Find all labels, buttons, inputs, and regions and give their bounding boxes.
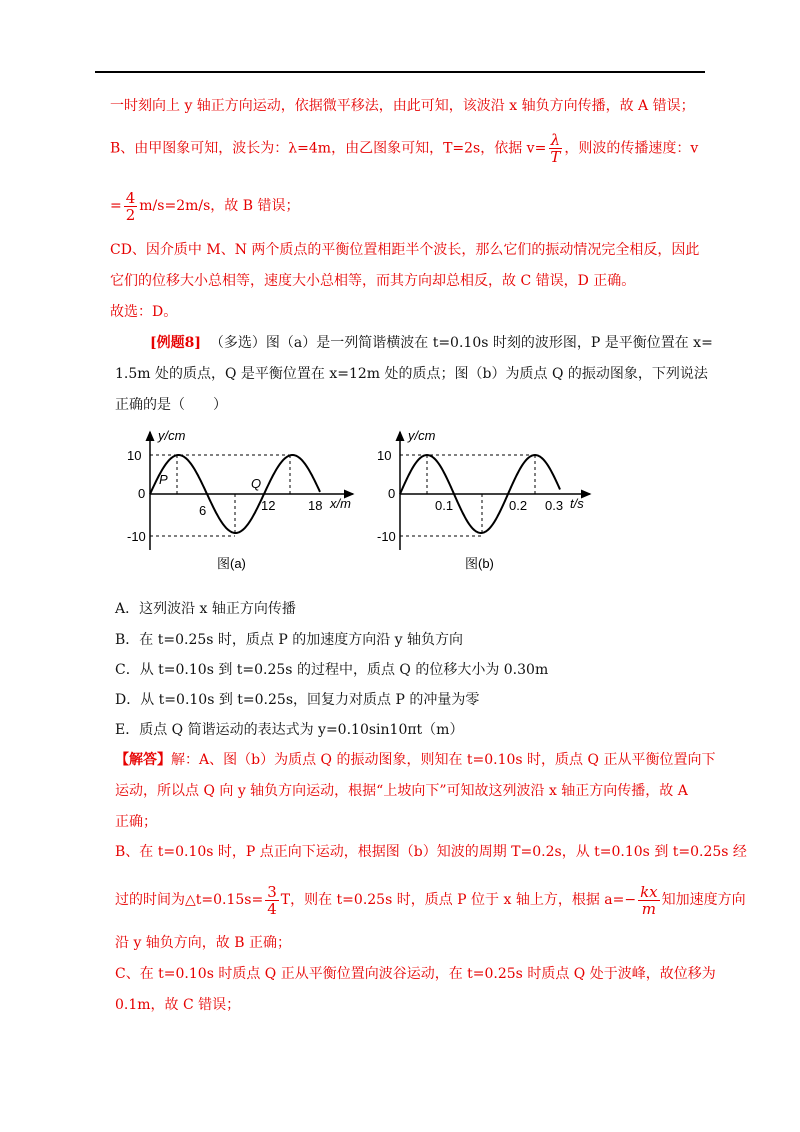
prev-answer-line-1: 一时刻向上 y 轴正方向运动，依据微平移法，由此可知，该波沿 x 轴负方向传播，故 A 错误； xyxy=(110,98,695,114)
text-segment: 过的时间为△t=0.15s= xyxy=(115,892,264,908)
figure-b-caption: 图(b) xyxy=(465,556,494,571)
origin-label: 0 xyxy=(138,486,146,501)
example-tag: [例题8] xyxy=(150,335,201,351)
answer-line-3: 正确； xyxy=(115,814,157,830)
answer-line-2: 运动，所以点 Q 向 y 轴负方向运动，根据“上坡向下”可知故这列波沿 x 轴正方向传播，故 A xyxy=(115,783,688,799)
question-line-3: 正确的是（ ） xyxy=(115,397,227,413)
option-a: A．这列波沿 x 轴正方向传播 xyxy=(115,601,296,617)
x-tick-6: 6 xyxy=(199,503,207,518)
answer-text: 解：A、图（b）为质点 Q 的振动图象，则知在 t=0.10s 时，质点 Q 正从平衡位置向下 xyxy=(171,752,716,768)
text-segment: = xyxy=(110,198,122,214)
y-tick-bottom: -10 xyxy=(127,529,146,544)
point-p-label: P xyxy=(159,472,168,487)
x-tick-18: 18 xyxy=(308,498,323,513)
point-q-label: Q xyxy=(251,476,262,491)
x-axis-label: x/m xyxy=(330,496,351,511)
question-text: （多选）图（a）是一列简谐横波在 t=0.10s 时刻的波形图，P 是平衡位置在 x= xyxy=(209,335,713,351)
fraction-4-over-2 xyxy=(124,190,138,223)
fraction-numerator: λ xyxy=(550,131,561,149)
text-segment: B、由甲图象可知，波长为：λ=4m，由乙图象可知，T=2s，依据 v= xyxy=(110,140,547,157)
fraction-lambda-over-t xyxy=(548,132,562,165)
t-tick-0-1: 0.1 xyxy=(435,498,454,513)
option-d: D．从 t=0.10s 到 t=0.25s，回复力对质点 P 的冲量为零 xyxy=(115,692,480,708)
origin-label: 0 xyxy=(388,486,396,501)
answer-line-7: C、在 t=0.10s 时质点 Q 正从平衡位置向波谷运动，在 t=0.25s 时质点 Q 处于波峰，故位移为 xyxy=(115,966,716,982)
fraction-denominator: 2 xyxy=(125,205,136,224)
prev-answer-line-5: 它们的位移大小总相等，速度大小总相等，而其方向却总相反，故 C 错误，D 正确。 xyxy=(110,273,636,289)
y-axis-label: y/cm xyxy=(408,428,436,443)
fraction-kx-over-m xyxy=(638,884,660,917)
fraction-numerator: 3 xyxy=(267,882,277,901)
answer-line-5 xyxy=(115,880,746,920)
x-tick-12: 12 xyxy=(261,498,276,513)
t-tick-0-2: 0.2 xyxy=(509,498,528,513)
example-heading-line xyxy=(150,333,713,353)
fraction-denominator: T xyxy=(550,148,561,166)
answer-line-4: B、在 t=0.10s 时，P 点正向下运动，根据图（b）知波的周期 T=0.2s，从 t=0.10s 到 t=0.25s 经 xyxy=(115,844,747,860)
t-tick-0-3: 0.3 xyxy=(545,498,564,513)
t-axis-label: t/s xyxy=(570,496,584,511)
question-line-2: 1.5m 处的质点，Q 是平衡位置在 x=12m 处的质点；图（b）为质点 Q 的振动图象，下列说法 xyxy=(115,366,708,382)
fraction-denominator: 4 xyxy=(267,899,277,918)
text-segment: ，则波的传播速度：v xyxy=(564,140,699,157)
answer-line-8: 0.1m，故 C 错误； xyxy=(115,997,241,1013)
figure-b-vibration-graph xyxy=(375,422,610,577)
y-axis-label: y/cm xyxy=(158,428,186,443)
figure-a-wave-graph xyxy=(125,422,365,577)
prev-answer-line-2 xyxy=(110,131,699,166)
y-tick-bottom: -10 xyxy=(377,529,396,544)
header-rule xyxy=(95,71,705,73)
option-b: B．在 t=0.25s 时，质点 P 的加速度方向沿 y 轴负方向 xyxy=(115,632,464,648)
y-tick-top: 10 xyxy=(127,448,142,463)
text-segment: 知加速度方向 xyxy=(661,892,746,908)
prev-answer-line-3 xyxy=(110,188,299,224)
fraction-numerator: 4 xyxy=(125,188,136,207)
text-segment: m/s=2m/s，故 B 错误； xyxy=(139,198,300,214)
answer-line-1 xyxy=(115,750,715,770)
answer-line-6: 沿 y 轴负方向，故 B 正确； xyxy=(115,935,291,951)
option-c: C．从 t=0.10s 到 t=0.25s 的过程中，质点 Q 的位移大小为 0.30m xyxy=(115,662,549,678)
option-e: E．质点 Q 简谐运动的表达式为 y=0.10sin10πt（m） xyxy=(115,722,464,738)
prev-answer-line-4: CD、因介质中 M、N 两个质点的平衡位置相距半个波长，那么它们的振动情况完全相反，因此 xyxy=(110,242,700,258)
fraction-denominator: m xyxy=(641,899,656,918)
prev-answer-line-6: 故选：D。 xyxy=(110,304,178,320)
text-segment: T，则在 t=0.25s 时，质点 P 位于 x 轴上方，根据 a=− xyxy=(280,892,637,908)
answer-tag: 【解答】 xyxy=(115,752,171,768)
figure-a-caption: 图(a) xyxy=(217,556,246,571)
fraction-numerator: kx xyxy=(640,882,658,901)
fraction-3-over-4 xyxy=(265,884,279,917)
y-tick-top: 10 xyxy=(377,448,392,463)
